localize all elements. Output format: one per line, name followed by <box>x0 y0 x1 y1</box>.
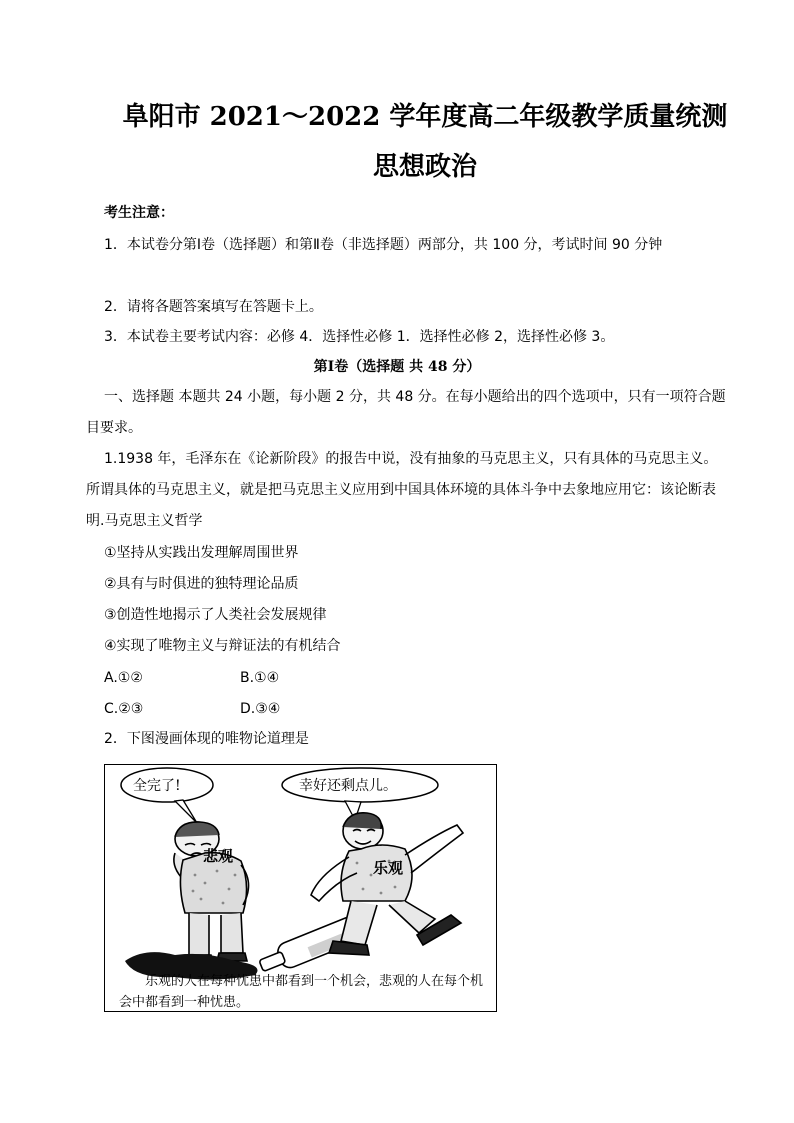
question-2-stem: 2．下图漫画体现的唯物论道理是 <box>104 731 309 747</box>
question-1-option-a: A.①② <box>104 670 143 686</box>
notice-item-2: 2．请将各题答案填写在答题卡上。 <box>104 299 323 315</box>
section-instructions: 一、选择题 本题共 24 小题，每小题 2 分，共 48 分。在每小题给出的四个选项中，只有一项符合题目要求。 <box>86 389 726 436</box>
optimist-label: 乐观 <box>373 859 404 877</box>
bubble-left-text: 全完了! <box>133 778 181 794</box>
pessimist-label: 悲观 <box>203 847 234 865</box>
question-1-option-d: D.③④ <box>240 701 281 717</box>
notice-heading: 考生注意： <box>104 205 174 221</box>
exam-subject: 思想政治 <box>372 152 477 182</box>
question-1-statement-1: ①坚持从实践出发理解周围世界 <box>104 545 299 561</box>
question-1-option-b: B.①④ <box>240 670 280 686</box>
question-1-stem: 1.1938 年，毛泽东在《论新阶段》的报告中说，没有抽象的马克思主义，只有具体的马克思主义。所谓具体的马克思主义，就是把马克思主义应用到中国具体环境的具体斗争中去象地应用它：该论断表明.马克思主义哲学 <box>86 451 718 529</box>
exam-title: 阜阳市 2021～2022 学年度高二年级教学质量统测 <box>122 102 728 132</box>
notice-item-1: 1．本试卷分第Ⅰ卷（选择题）和第Ⅱ卷（非选择题）两部分，共 100 分，考试时间 90 分钟 <box>104 237 663 253</box>
question-1-statement-2: ②具有与时俱进的独特理论品质 <box>104 576 299 592</box>
cartoon-figure <box>104 764 497 1012</box>
section-heading: 第Ⅰ卷（选择题 共 48 分） <box>313 359 481 375</box>
notice-item-3: 3．本试卷主要考试内容：必修 4．选择性必修 1．选择性必修 2，选择性必修 3。 <box>104 329 615 345</box>
question-1-statement-3: ③创造性地揭示了人类社会发展规律 <box>104 607 327 623</box>
bubble-right-text: 幸好还剩点儿。 <box>299 778 397 794</box>
question-1-statement-4: ④实现了唯物主义与辩证法的有机结合 <box>104 638 341 654</box>
question-1-option-c: C.②③ <box>104 701 144 717</box>
cartoon-caption: 乐观的人在每种忧患中都看到一个机会，悲观的人在每个机会中都看到一种忧患。 <box>119 974 484 1010</box>
